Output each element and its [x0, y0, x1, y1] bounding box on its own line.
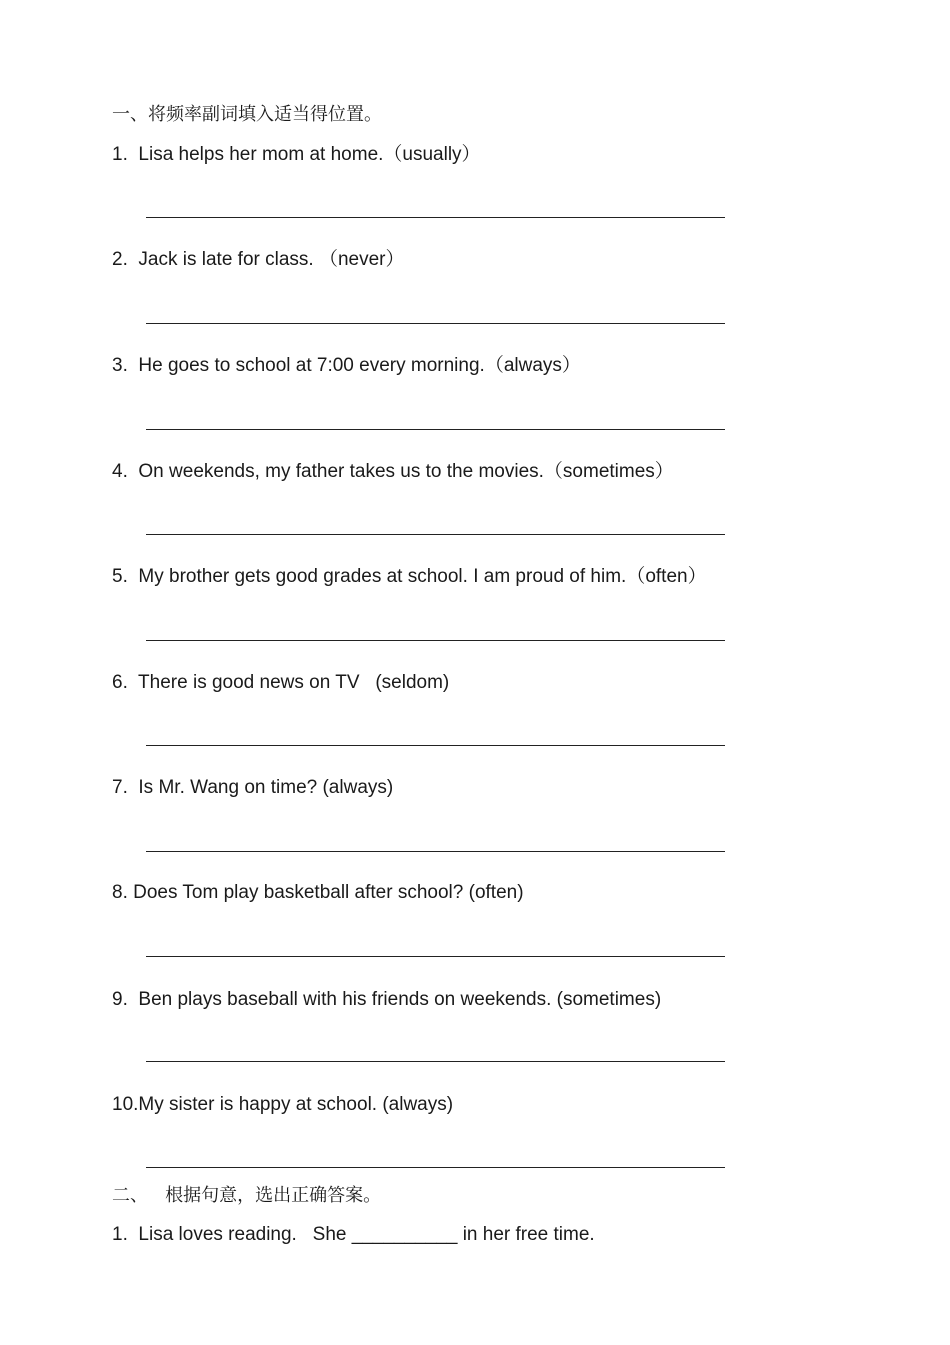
question-8: 8. Does Tom play basketball after school? (often): [112, 882, 524, 903]
question-1: 1. Lisa helps her mom at home.（usually）: [112, 144, 481, 165]
answer-line-10[interactable]: [146, 1167, 725, 1168]
answer-line-7[interactable]: [146, 851, 725, 852]
answer-line-5[interactable]: [146, 640, 725, 641]
answer-line-3[interactable]: [146, 429, 725, 430]
question-10: 10.My sister is happy at school. (always): [112, 1094, 454, 1115]
question-4: 4. On weekends, my father takes us to the movies.（sometimes）: [112, 461, 674, 482]
answer-line-6[interactable]: [146, 745, 725, 746]
question-7: 7. Is Mr. Wang on time? (always): [112, 777, 394, 798]
question-9: 9. Ben plays baseball with his friends on weekends. (sometimes): [112, 989, 662, 1010]
answer-line-4[interactable]: [146, 534, 725, 535]
question-2: 2. Jack is late for class. （never）: [112, 249, 405, 270]
answer-line-9[interactable]: [146, 1061, 725, 1062]
section-1-heading: 一、将频率副词填入适当得位置。: [112, 104, 382, 125]
question-3: 3. He goes to school at 7:00 every morning.（always）: [112, 355, 581, 376]
question-5: 5. My brother gets good grades at school. I am proud of him.（often）: [112, 566, 707, 587]
answer-line-8[interactable]: [146, 956, 725, 957]
section-2-question-1: 1. Lisa loves reading. She __________ in her free time.: [112, 1224, 595, 1245]
answer-line-2[interactable]: [146, 323, 725, 324]
section-2-heading: 二、 根据句意，选出正确答案。: [112, 1185, 382, 1206]
question-6: 6. There is good news on TV (seldom): [112, 672, 450, 693]
answer-line-1[interactable]: [146, 217, 725, 218]
